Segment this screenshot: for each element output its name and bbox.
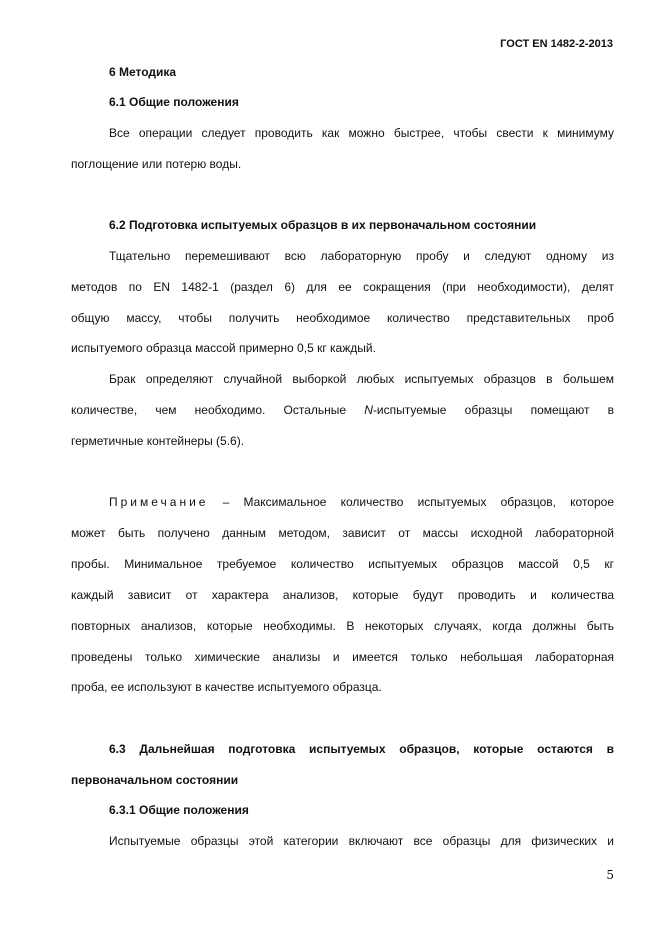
para-6-2-b-line <box>71 403 614 417</box>
document-code-header: ГОСТ EN 1482-2-2013 <box>500 38 613 50</box>
section-6-3-1-title: 6.3.1 Общие положения <box>109 803 249 817</box>
italic-symbol-n: N <box>364 403 373 417</box>
page-number: 5 <box>606 868 614 882</box>
para-6-2-line: испытуемого образца массой примерно 0,5 кг каждый. <box>71 341 376 355</box>
section-6-3-title: 6.3 Дальнейшая подготовка испытуемых образцов, которые остаются в <box>109 742 614 756</box>
section-6-title: 6 Методика <box>109 65 177 79</box>
para-6-3-1-line: Испытуемые образцы этой категории включают все образцы для физических и <box>109 834 614 848</box>
note-line <box>109 495 614 509</box>
para-6-1-line: Все операции следует проводить как можно быстрее, чтобы свести к минимуму <box>109 126 614 140</box>
note-line: повторных анализов, которые необходимы. В некоторых случаях, когда должны быть <box>71 619 614 633</box>
para-6-1-line: поглощение или потерю воды. <box>71 157 242 171</box>
note-line: может быть получено данным методом, зависит от массы исходной лабораторной <box>71 526 614 540</box>
note-line: пробы. Минимальное требуемое количество испытуемых образцов массой 0,5 кг <box>71 557 614 571</box>
para-6-2-line: общую массу, чтобы получить необходимое количество представительных проб <box>71 311 614 325</box>
para-6-2-b-line: Брак определяют случайной выборкой любых испытуемых образцов в большем <box>109 372 614 386</box>
note-dash: – <box>208 495 244 509</box>
para-6-2-b-line: герметичные контейнеры (5.6). <box>71 434 245 448</box>
note-line: проведены только химические анализы и имеется только небольшая лабораторная <box>71 650 614 664</box>
text-run: количестве, чем необходимо. Остальные <box>71 403 365 417</box>
text-run: Максимальное количество испытуемых образцов, которое <box>243 495 614 509</box>
para-6-2-line: методов по EN 1482-1 (раздел 6) для ее сокращения (при необходимости), делят <box>71 280 614 294</box>
section-6-1-title: 6.1 Общие положения <box>109 95 239 109</box>
note-line: проба, ее используют в качестве испытуемого образца. <box>71 680 382 694</box>
note-label: Примечание <box>109 495 209 509</box>
text-run: -испытуемые образцы помещают в <box>372 403 614 417</box>
section-6-2-title: 6.2 Подготовка испытуемых образцов в их первоначальном состоянии <box>109 218 537 232</box>
section-6-3-title: первоначальном состоянии <box>71 773 239 787</box>
para-6-2-line: Тщательно перемешивают всю лабораторную пробу и следуют одному из <box>109 249 614 263</box>
note-line: каждый зависит от характера анализов, которые будут проводить и количества <box>71 588 614 602</box>
